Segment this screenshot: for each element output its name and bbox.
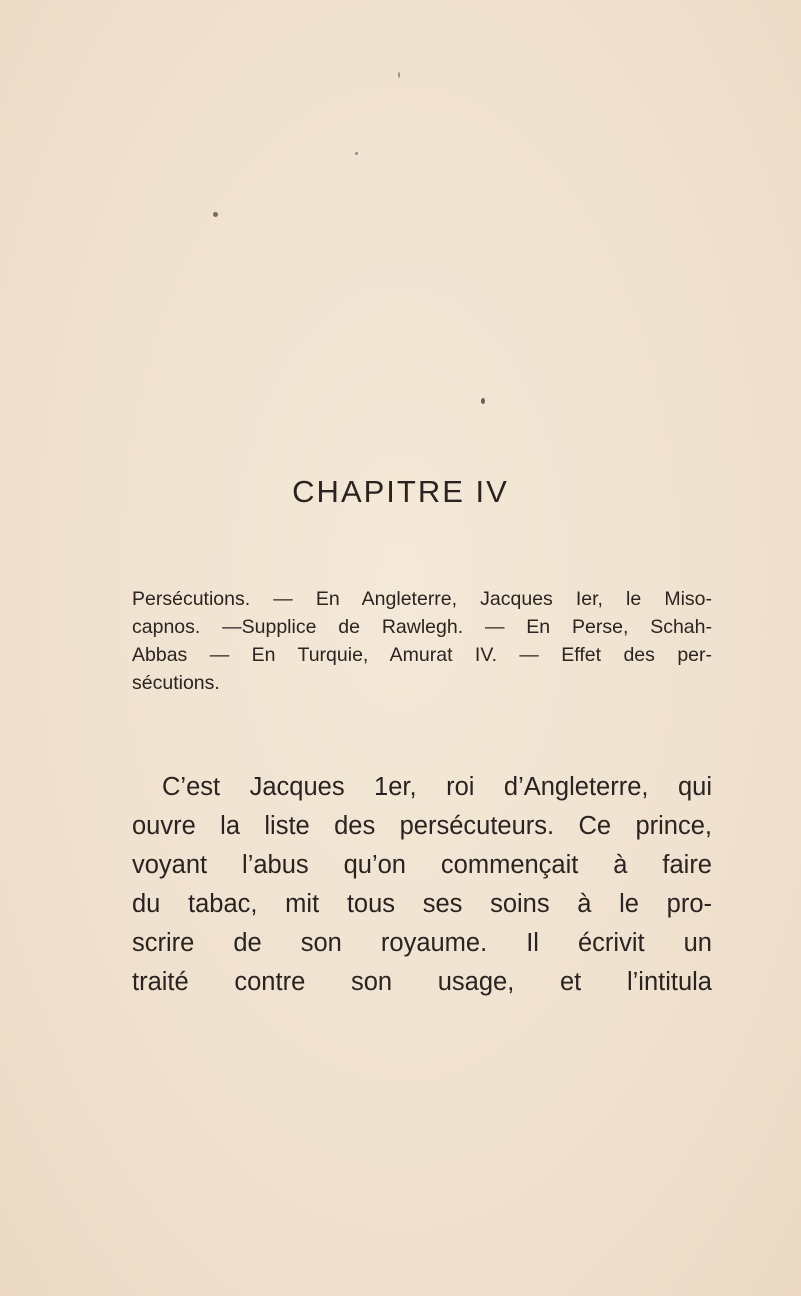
chapter-title: CHAPITRE IV [292,474,509,509]
paragraph-line: voyant l’abus qu’on commençait à faire [132,851,712,879]
summary-line: capnos. —Supplice de Rawlegh. — En Perse, Schah- [132,616,712,638]
ink-speck [355,152,358,155]
summary-line: Persécutions. — En Angleterre, Jacques Ier, le Miso- [132,588,712,610]
ink-speck [481,398,485,404]
chapter-summary [132,585,712,697]
paragraph-line: ouvre la liste des persécuteurs. Ce prince, [132,812,712,840]
summary-line: Abbas — En Turquie, Amurat IV. — Effet des per- [132,644,712,666]
paragraph-line: C’est Jacques 1er, roi d’Angleterre, qui [162,773,712,801]
paragraph-line: du tabac, mit tous ses soins à le pro- [132,890,712,918]
paragraph-line: traité contre son usage, et l’intitula [132,968,712,996]
summary-line: sécutions. [132,672,220,694]
body-paragraph [132,768,712,1002]
ink-speck [213,212,218,217]
paragraph-line: scrire de son royaume. Il écrivit un [132,929,712,957]
ink-speck [398,72,400,78]
